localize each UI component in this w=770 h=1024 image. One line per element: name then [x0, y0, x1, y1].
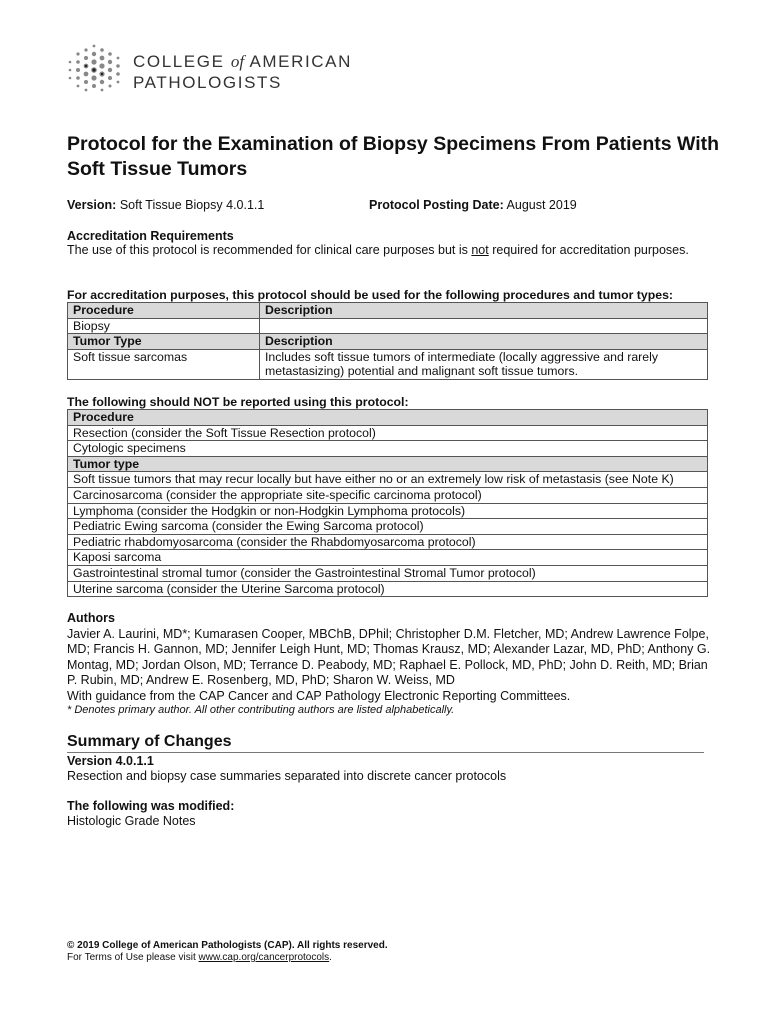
- authors-heading: Authors: [67, 611, 115, 625]
- document-title: Protocol for the Examination of Biopsy Specimens From Patients With Soft Tissue Tumors: [67, 133, 720, 180]
- posting-date-label: Protocol Posting Date:: [369, 198, 504, 212]
- accreditation-table: [67, 302, 708, 380]
- footer-terms: [67, 952, 332, 963]
- logo-text-of: of: [230, 52, 245, 71]
- logo-text-pathologists: PATHOLOGISTS: [133, 73, 282, 92]
- accreditation-text-a: The use of this protocol is recommended for clinical care purposes but is: [67, 243, 472, 257]
- table-cell: Soft tissue tumors that may recur locally but have either no or an extremely low risk of metastasis (see Note K): [68, 472, 708, 488]
- table-cell: Kaposi sarcoma: [68, 550, 708, 566]
- table-cell: Pediatric Ewing sarcoma (consider the Ewing Sarcoma protocol): [68, 519, 708, 535]
- table-cell: Cytologic specimens: [68, 441, 708, 457]
- table-row: [68, 581, 708, 597]
- version-line: [67, 198, 264, 212]
- table-row: [68, 550, 708, 566]
- table-header-cell: Procedure: [68, 410, 708, 426]
- table-row: [68, 519, 708, 535]
- authors-note: * Denotes primary author. All other contributing authors are listed alphabetically.: [67, 704, 455, 716]
- version-value: Soft Tissue Biopsy 4.0.1.1: [119, 198, 265, 212]
- authors-guidance: With guidance from the CAP Cancer and CAP Pathology Electronic Reporting Committees.: [67, 688, 571, 703]
- accreditation-text-b: required for accreditation purposes.: [488, 243, 689, 257]
- table-cell: Uterine sarcoma (consider the Uterine Sarcoma protocol): [68, 581, 708, 597]
- version-label: Version:: [67, 198, 117, 212]
- footer-terms-suffix: .: [329, 952, 332, 963]
- table-row: [68, 349, 708, 379]
- table-row: [68, 565, 708, 581]
- summary-modified-text: Histologic Grade Notes: [67, 814, 196, 828]
- table-cell: Soft tissue sarcomas: [68, 349, 260, 379]
- table-row: [68, 456, 708, 472]
- accreditation-text: [67, 243, 689, 259]
- logo-text-college: COLLEGE: [133, 52, 231, 71]
- accreditation-heading: Accreditation Requirements: [67, 229, 234, 243]
- table-cell: Carcinosarcoma (consider the appropriate site-specific carcinoma protocol): [68, 487, 708, 503]
- posting-date-line: [369, 198, 577, 212]
- table-row: [68, 534, 708, 550]
- table-cell: Includes soft tissue tumors of intermediate (locally aggressive and rarely metastasizing) potential and malignant soft tissue tumors.: [260, 349, 708, 379]
- footer-terms-prefix: For Terms of Use please visit: [67, 952, 199, 963]
- authors-names: Javier A. Laurini, MD*; Kumarasen Cooper, MBChB, DPhil; Christopher D.M. Fletcher, MD; Andrew Lawrence Folpe, MD; Francis H. Gannon, MD; Jennifer Leigh Hunt, MD; Thomas Krausz, MD; Alexander Lazar, MD, PhD; Anthony G. Montag, MD; Jordan Olson, MD; Terrance D. Peabody, MD; Raphael E. Pollock, MD, PhD; John D. Reith, MD; Brian P. Rubin, MD; Andrew E. Rosenberg, MD, PhD; Sharon W. Weiss, MD: [67, 627, 711, 688]
- table-cell: Biopsy: [68, 318, 260, 334]
- cap-logo-dots-icon: [66, 44, 126, 94]
- table-header-cell: Tumor Type: [68, 334, 260, 350]
- accreditation-text-not: not: [471, 243, 489, 257]
- posting-date-value: August 2019: [506, 198, 577, 212]
- logo-text-american: AMERICAN: [244, 52, 352, 71]
- terms-link[interactable]: www.cap.org/cancerprotocols: [198, 952, 330, 963]
- table-cell: Resection (consider the Soft Tissue Resection protocol): [68, 425, 708, 441]
- table-row: [68, 318, 708, 334]
- table-row: [68, 410, 708, 426]
- table-header-cell: Description: [260, 303, 708, 319]
- table-row: [68, 303, 708, 319]
- summary-version-label: Version 4.0.1.1: [67, 754, 154, 768]
- footer-copyright: © 2019 College of American Pathologists (CAP). All rights reserved.: [67, 940, 388, 951]
- table1-caption: For accreditation purposes, this protocol should be used for the following procedures and tumor types:: [67, 288, 674, 302]
- table-header-cell: Description: [260, 334, 708, 350]
- table-row: [68, 487, 708, 503]
- table2-caption: The following should NOT be reported using this protocol:: [67, 395, 409, 409]
- table-row: [68, 334, 708, 350]
- exclusion-table: [67, 409, 708, 597]
- cap-logo-wordmark: [133, 51, 352, 93]
- table-row: [68, 503, 708, 519]
- table-cell: [260, 318, 708, 334]
- table-cell: Pediatric rhabdomyosarcoma (consider the Rhabdomyosarcoma protocol): [68, 534, 708, 550]
- table-row: [68, 441, 708, 457]
- table-cell: Lymphoma (consider the Hodgkin or non-Hodgkin Lymphoma protocols): [68, 503, 708, 519]
- authors-block: [67, 627, 712, 704]
- table-header-cell: Procedure: [68, 303, 260, 319]
- table-header-cell: Tumor type: [68, 456, 708, 472]
- table-row: [68, 425, 708, 441]
- table-cell: Gastrointestinal stromal tumor (consider the Gastrointestinal Stromal Tumor protocol): [68, 565, 708, 581]
- summary-heading: Summary of Changes: [67, 732, 704, 753]
- summary-version-text: Resection and biopsy case summaries separated into discrete cancer protocols: [67, 769, 507, 783]
- table-row: [68, 472, 708, 488]
- summary-modified-label: The following was modified:: [67, 799, 235, 813]
